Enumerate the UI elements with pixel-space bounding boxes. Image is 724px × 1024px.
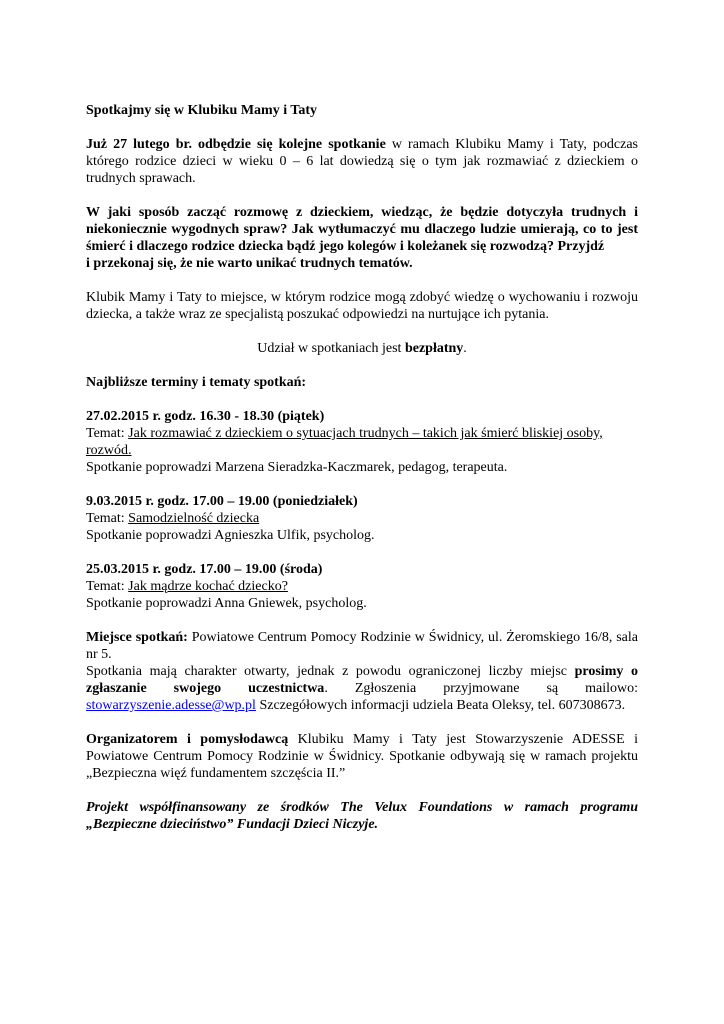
venue-text: Powiatowe Centrum Pomocy Rodzinie w Świdnicy, ul. Żeromskiego 16/8, sala nr 5. — [86, 630, 638, 662]
meeting-date: 9.03.2015 r. godz. 17.00 – 19.00 (poniedziałek) — [86, 494, 358, 509]
fee-bold: bezpłatny — [404, 341, 464, 356]
meeting-date: 25.03.2015 r. godz. 17.00 – 19.00 (środa) — [86, 562, 323, 577]
fee-paragraph — [86, 340, 638, 357]
organizers-text: Klubiku Mamy i Taty jest Stowarzyszenie ADESSE i Powiatowe Centrum Pomocy Rodzinie w Świdnicy. Spotkanie odbywają się w ramach projektu „Bezpieczna więź fundamentem szczęścia II.” — [86, 732, 638, 781]
organizers-bold: Organizatorem i pomysłodawcą — [86, 732, 289, 747]
topic-text: Jak rozmawiać z dzieckiem o sytuacjach trudnych – takich jak śmierć bliskiej osoby, rozwód. — [86, 426, 603, 458]
intro-text: w ramach Klubiku Mamy i Taty, podczas którego rodzice dzieci w wieku 0 – 6 lat dowiedzą się o tym jak rozmawiać z dzieckiem o trudnych sprawach. — [86, 137, 638, 186]
meeting-item — [86, 561, 638, 612]
schedule-heading: Najbliższe terminy i tematy spotkań: — [86, 375, 307, 390]
document-title: Spotkajmy się w Klubiku Mamy i Taty — [86, 103, 318, 118]
venue-label: Miejsce spotkań: — [86, 630, 188, 645]
meeting-item — [86, 408, 638, 476]
registration-text-c: Szczegółowych informacji udziela Beata Oleksy, tel. 607308673. — [255, 698, 626, 713]
meeting-topic — [86, 425, 638, 459]
venue-paragraph — [86, 629, 638, 663]
registration-bold: prosimy o zgłaszanie swojego uczestnictwa — [86, 664, 638, 696]
about-paragraph: Klubik Mamy i Taty to miejsce, w którym rodzice mogą zdobyć wiedzę o wychowaniu i rozwoju dziecka, a także wraz ze specjalistą poszukać odpowiedzi na nurtujące ich pytania. — [86, 290, 638, 322]
registration-paragraph — [86, 663, 638, 714]
topic-label: Temat: — [86, 426, 129, 441]
meeting-item — [86, 493, 638, 544]
question-paragraph: W jaki sposób zacząć rozmowę z dzieckiem, wiedząc, że będzie dotyczyła trudnych i niekoniecznie wygodnych spraw? Jak wytłumaczyć mu dlaczego ludzie umierają, co to jest śmierć i dlaczego rodzice dziecka bądź jego kolegów i koleżanek się rozwodzą? Przyjdź — [86, 205, 638, 254]
meeting-host: Spotkanie poprowadzi Anna Gniewek, psycholog. — [86, 596, 367, 611]
registration-text-a: Spotkania mają charakter otwarty, jednak z powodu ograniczonej liczby miejsc — [86, 664, 575, 679]
document-body — [86, 102, 638, 833]
funding-paragraph: Projekt współfinansowany ze środków The Velux Foundations w ramach programu „Bezpieczne dzieciństwo” Fundacji Dzieci Niczyje. — [86, 800, 638, 832]
intro-paragraph — [86, 136, 638, 187]
fee-prefix: Udział w spotkaniach jest — [257, 341, 405, 356]
meeting-topic — [86, 510, 638, 527]
topic-text: Samodzielność dziecka — [128, 511, 260, 526]
meeting-date: 27.02.2015 r. godz. 16.30 - 18.30 (piątek) — [86, 409, 325, 424]
topic-label: Temat: — [86, 579, 129, 594]
email-link[interactable]: stowarzyszenie.adesse@wp.pl — [86, 698, 256, 713]
organizers-paragraph — [86, 731, 638, 782]
topic-text: Jak mądrze kochać dziecko? — [128, 579, 288, 594]
question-closing: i przekonaj się, że nie warto unikać trudnych tematów. — [86, 256, 413, 271]
meeting-host: Spotkanie poprowadzi Marzena Sieradzka-Kaczmarek, pedagog, terapeuta. — [86, 460, 508, 475]
meeting-topic — [86, 578, 638, 595]
intro-bold: Już 27 lutego br. odbędzie się kolejne spotkanie — [86, 137, 386, 152]
meeting-host: Spotkanie poprowadzi Agnieszka Ulfik, psycholog. — [86, 528, 375, 543]
registration-text-b: . Zgłoszenia przyjmowane są mailowo: — [324, 681, 638, 696]
topic-label: Temat: — [86, 511, 129, 526]
fee-suffix: . — [463, 341, 467, 356]
